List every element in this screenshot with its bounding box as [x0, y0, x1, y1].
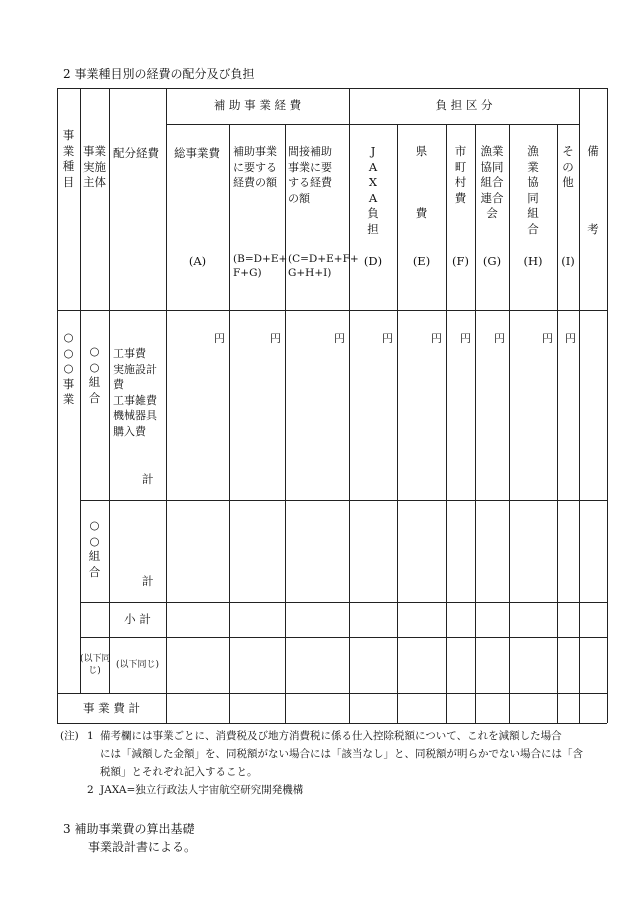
- header-fishery-federation: 漁業 協同 組合 連合 会: [480, 144, 504, 220]
- header-business-type: 事 業 種 目: [62, 128, 75, 189]
- header-implementer: 事業 実施 主体: [83, 144, 106, 189]
- entity-2: ○ ○ 組 合: [88, 518, 101, 579]
- yen-other: 円: [565, 332, 576, 345]
- header-remarks: 備 考: [587, 144, 599, 236]
- code-e: (E): [412, 254, 431, 268]
- yen-municipality: 円: [460, 332, 471, 345]
- project-total-label: 事 業 費 計: [83, 701, 140, 715]
- entity-1: ○ ○ 組 合: [88, 344, 101, 405]
- yen-subsidy-amount: 円: [270, 332, 281, 345]
- subtotal-label: 小 計: [124, 612, 151, 626]
- header-fishery-coop: 漁 業 協 同 組 合: [527, 144, 539, 236]
- same-below-entity: (以下同 じ): [80, 654, 111, 676]
- code-g: (G): [482, 254, 502, 268]
- business-name: ○ ○ ○ 事 業: [62, 330, 75, 406]
- expense-items: 工事費 実施設計 費 工事雑費 機械器具 購入費: [113, 347, 157, 438]
- header-prefecture: 県 費: [415, 144, 428, 220]
- yen-fishery-federation: 円: [494, 332, 505, 345]
- code-a: (A): [188, 254, 207, 268]
- code-h: (H): [523, 254, 543, 268]
- header-indirect-amount: 間接補助 事業に要 する経費 の額: [288, 145, 332, 205]
- entity-2-total-label: 計: [142, 574, 154, 588]
- same-below-allocation: (以下同じ): [115, 660, 160, 670]
- code-c: (C=D+E+F+ G+H+I): [288, 253, 359, 279]
- note-2-number: 2: [87, 784, 94, 796]
- section-3-body: 事業設計書による。: [88, 840, 197, 854]
- note-2-text: JAXA=独立行政法人宇宙航空研究開発機構: [100, 784, 304, 796]
- header-jaxa: J A X A 負 担: [367, 144, 379, 236]
- header-total-cost: 総事業費: [174, 146, 220, 160]
- yen-jaxa: 円: [382, 332, 393, 345]
- note-1-line-2: には「減額した金額」を、同税額がない場合には「該当なし」と、同税額が明らかでない場合には「含: [100, 748, 583, 760]
- note-1-line-3: 税額」とそれぞれ記入すること。: [100, 766, 258, 778]
- header-allocation: 配分経費: [113, 146, 159, 160]
- code-d: (D): [363, 254, 383, 268]
- header-other: そ の 他: [562, 144, 574, 189]
- code-f: (F): [452, 254, 469, 268]
- header-burden-group: 負 担 区 分: [435, 98, 493, 112]
- yen-fishery-coop: 円: [542, 332, 553, 345]
- section-3-title: 3 補助事業費の算出基礎: [63, 822, 195, 836]
- header-subsidy-group: 補 助 事 業 経 費: [213, 98, 302, 112]
- header-subsidy-amount: 補助事業 に要する 経費の額: [233, 145, 277, 189]
- yen-prefecture: 円: [431, 332, 442, 345]
- note-1-line-1: 備考欄には事業ごとに、消費税及び地方消費税に係る仕入控除税額について、これを減額した場合: [100, 730, 562, 742]
- note-1-number: 1: [87, 730, 94, 742]
- yen-total-cost: 円: [214, 332, 225, 345]
- header-municipality: 市 町 村 費: [454, 144, 467, 205]
- code-i: (I): [561, 254, 575, 268]
- entity-1-total-label: 計: [142, 472, 154, 486]
- yen-indirect-amount: 円: [334, 332, 345, 345]
- code-b: (B=D+E+ F+G): [233, 253, 288, 279]
- notes-prefix: (注): [60, 730, 79, 742]
- section-2-title: 2 事業種目別の経費の配分及び負担: [63, 67, 255, 81]
